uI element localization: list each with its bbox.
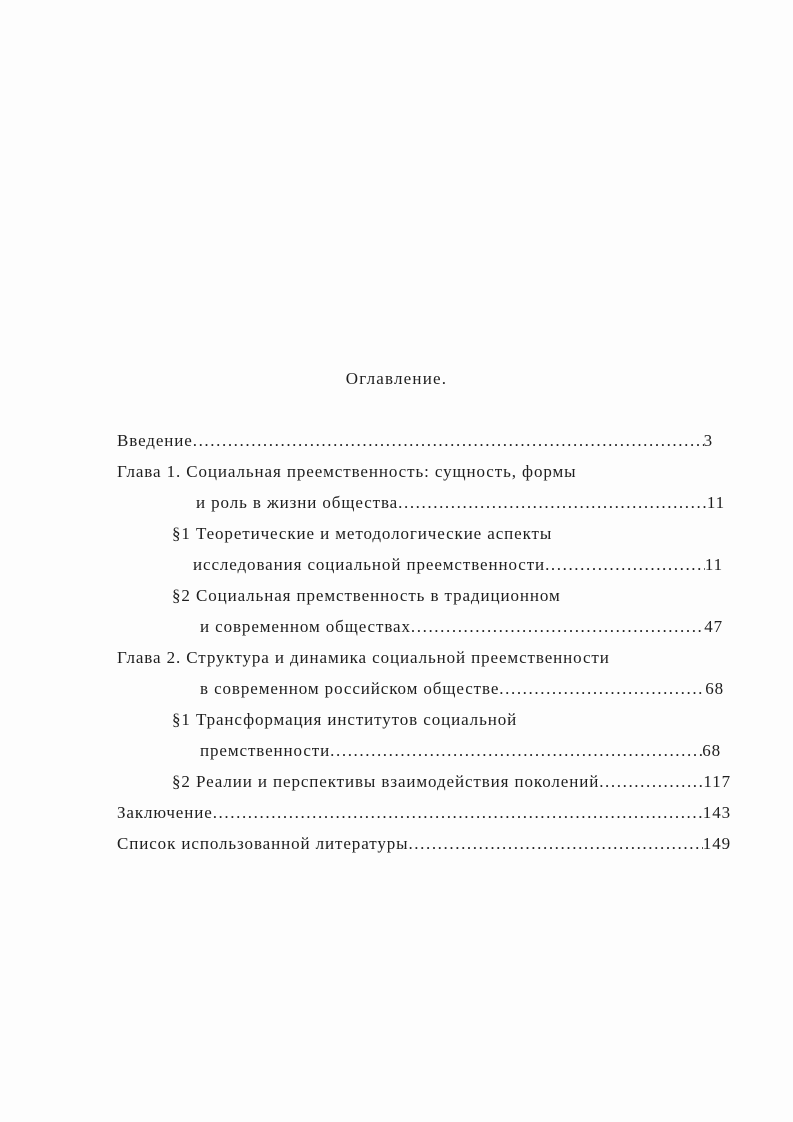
- toc-page-number: 149: [702, 834, 731, 853]
- toc-entry: [200, 677, 724, 701]
- toc-page-number: 143: [702, 803, 731, 822]
- toc-page-number: 47: [704, 617, 723, 636]
- toc-entry-text: §1 Теоретические и методологические аспекты: [172, 524, 553, 543]
- toc-entry: [172, 584, 561, 608]
- toc-entry-text: исследования социальной преемственности: [193, 555, 546, 574]
- toc-entry: [193, 553, 723, 577]
- toc-entry-text: Глава 2. Структура и динамика социальной преемственности: [117, 648, 610, 667]
- dot-leader: [193, 429, 704, 453]
- toc-entry: [117, 646, 610, 670]
- toc-page-number: 3: [703, 431, 713, 450]
- toc-title: Оглавление.: [345, 369, 448, 388]
- dot-leader: [499, 677, 705, 701]
- toc-entry-text: в современном российском обществе: [200, 679, 500, 698]
- dot-leader: [330, 739, 702, 763]
- toc-entry: [117, 429, 713, 453]
- toc-entry-text: §1 Трансформация институтов социальной: [172, 710, 518, 729]
- dot-leader: [545, 553, 705, 577]
- dot-leader: [213, 801, 703, 825]
- toc-entry: [117, 801, 731, 825]
- toc-entry-text: Список использованной литературы: [117, 834, 409, 853]
- toc-entry-text: Заключение: [117, 803, 213, 822]
- toc-entry-text: Введение: [117, 431, 193, 450]
- toc-entry: [200, 739, 721, 763]
- toc-entry-text: §2 Реалии и перспективы взаимодействия поколений: [172, 772, 600, 791]
- toc-entry: [172, 770, 731, 794]
- toc-page-number: 68: [705, 679, 724, 698]
- toc-page-number: 68: [702, 741, 721, 760]
- toc-entry: [172, 708, 517, 732]
- toc-entry-text: премственности: [200, 741, 331, 760]
- dot-leader: [411, 615, 704, 639]
- toc-page-number: 11: [706, 493, 725, 512]
- toc-entry-text: Глава 1. Социальная преемственность: сущность, формы: [117, 462, 577, 481]
- toc-entry: [196, 491, 725, 515]
- toc-entry-text: §2 Социальная премственность в традиционном: [172, 586, 561, 605]
- toc-entry: [200, 615, 723, 639]
- toc-entry: [117, 460, 576, 484]
- toc-page-number: 11: [704, 555, 723, 574]
- toc-entry-text: и современном обществах: [200, 617, 411, 636]
- dot-leader: [408, 832, 702, 856]
- dot-leader: [599, 770, 703, 794]
- toc-entry: [172, 522, 552, 546]
- toc-entry: [117, 832, 731, 856]
- toc-entry-text: и роль в жизни общества: [196, 493, 399, 512]
- toc-page-number: 117: [703, 772, 731, 791]
- dot-leader: [398, 491, 707, 515]
